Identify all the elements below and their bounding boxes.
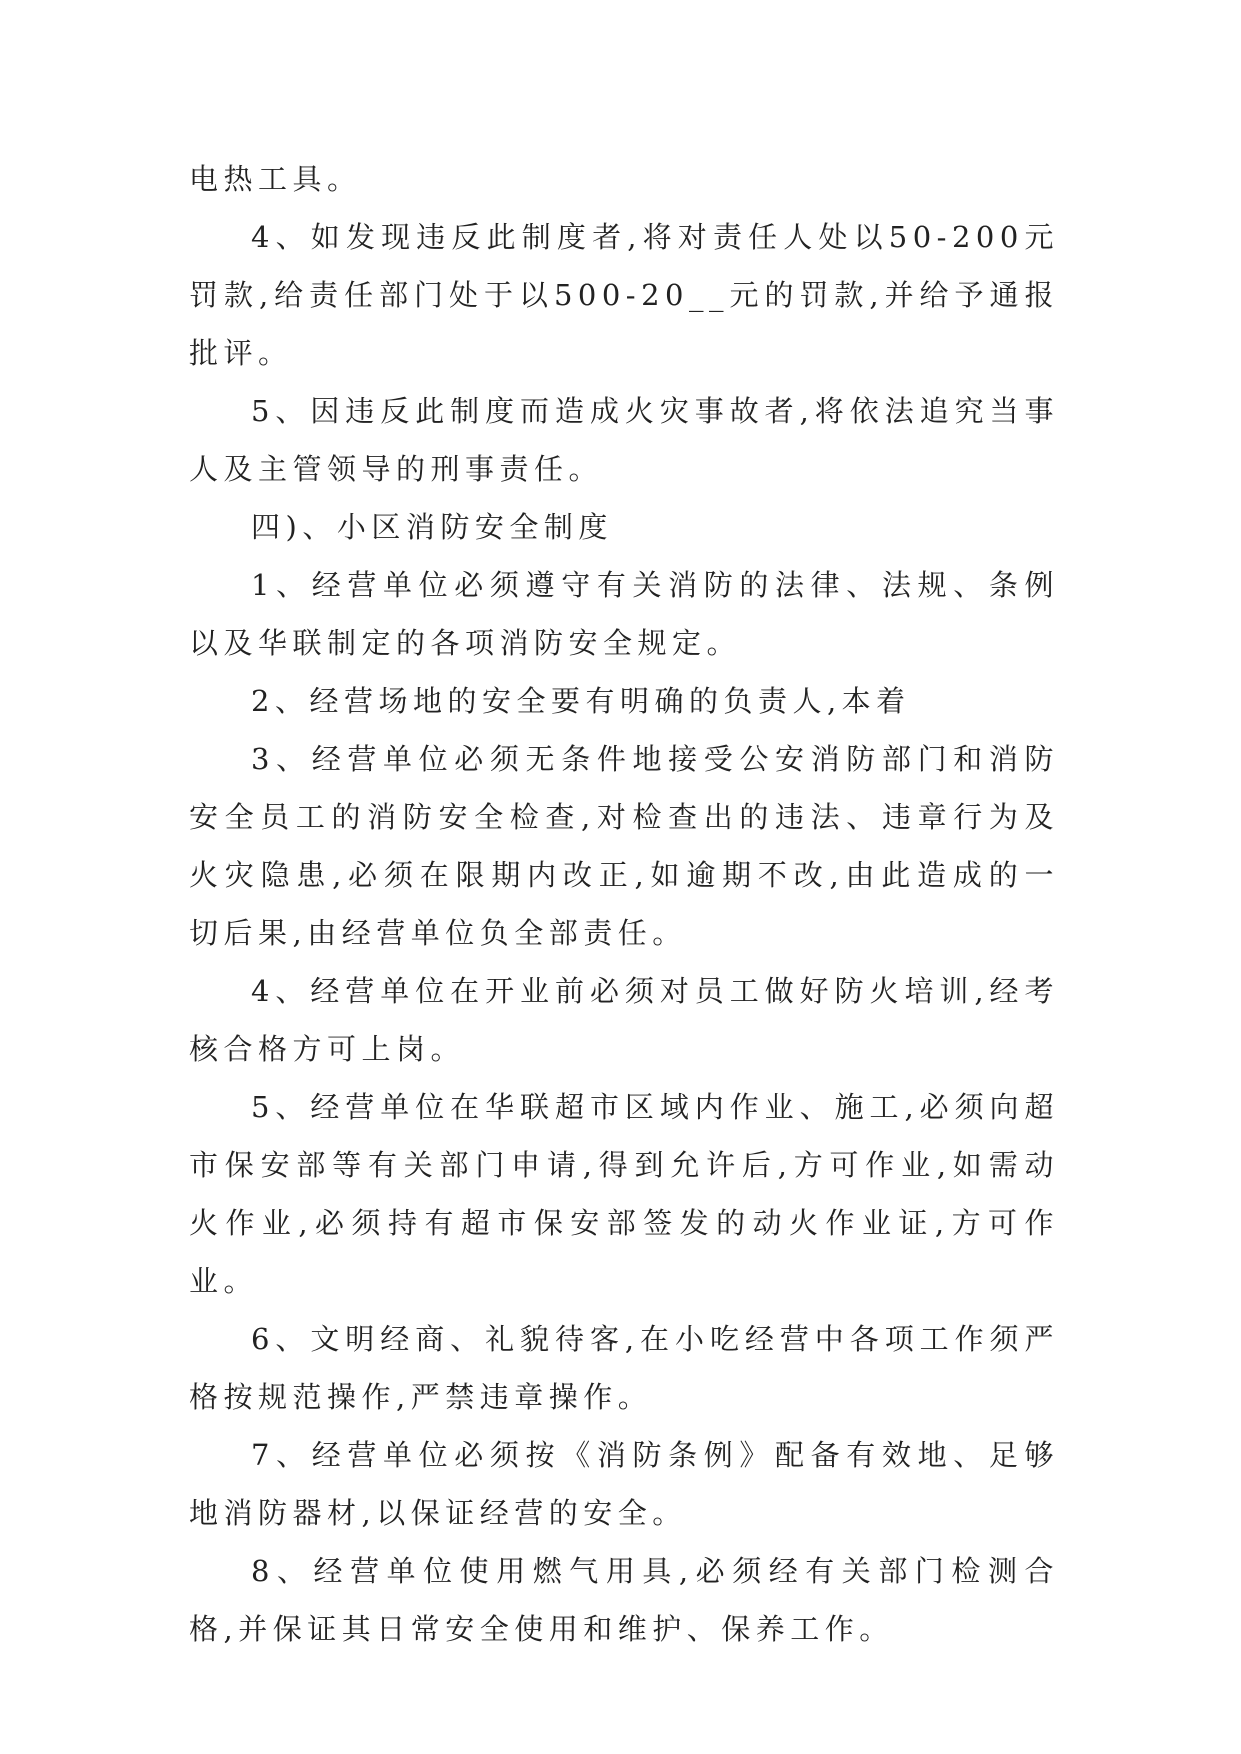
paragraph-rule-5: 5、经营单位在华联超市区域内作业、施工,必须向超市保安部等有关部门申请,得到允许后,方可作业,如需动火作业,必须持有超市保安部签发的动火作业证,方可作业。 (189, 1090, 1059, 1298)
paragraph-rule-8: 8、经营单位使用燃气用具,必须经有关部门检测合格,并保证其日常安全使用和维护、保养工作。 (189, 1554, 1059, 1646)
paragraph-rule-7: 7、经营单位必须按《消防条例》配备有效地、足够地消防器材,以保证经营的安全。 (189, 1438, 1059, 1530)
paragraph-item-5-liability: 5、因违反此制度而造成火灾事故者,将依法追究当事人及主管领导的刑事责任。 (189, 394, 1059, 486)
section-heading: 四)、小区消防安全制度 (251, 510, 613, 544)
paragraph-rule-4: 4、经营单位在开业前必须对员工做好防火培训,经考核合格方可上岗。 (189, 974, 1059, 1066)
paragraph-rule-6: 6、文明经商、礼貌待客,在小吃经营中各项工作须严格按规范操作,严禁违章操作。 (189, 1322, 1059, 1414)
paragraph-rule-3: 3、经营单位必须无条件地接受公安消防部门和消防安全员工的消防安全检查,对检查出的违法、违章行为及火灾隐患,必须在限期内改正,如逾期不改,由此造成的一切后果,由经营单位负全部责任。 (189, 742, 1059, 950)
paragraph-item-4-penalty: 4、如发现违反此制度者,将对责任人处以50-200元罚款,给责任部门处于以500-20__元的罚款,并给予通报批评。 (189, 220, 1059, 370)
paragraph-rule-1: 1、经营单位必须遵守有关消防的法律、法规、条例以及华联制定的各项消防安全规定。 (189, 568, 1059, 660)
paragraph-continuation: 电热工具。 (189, 162, 362, 196)
paragraph-rule-2: 2、经营场地的安全要有明确的负责人,本着 (251, 684, 911, 718)
document-body (189, 150, 1059, 1658)
